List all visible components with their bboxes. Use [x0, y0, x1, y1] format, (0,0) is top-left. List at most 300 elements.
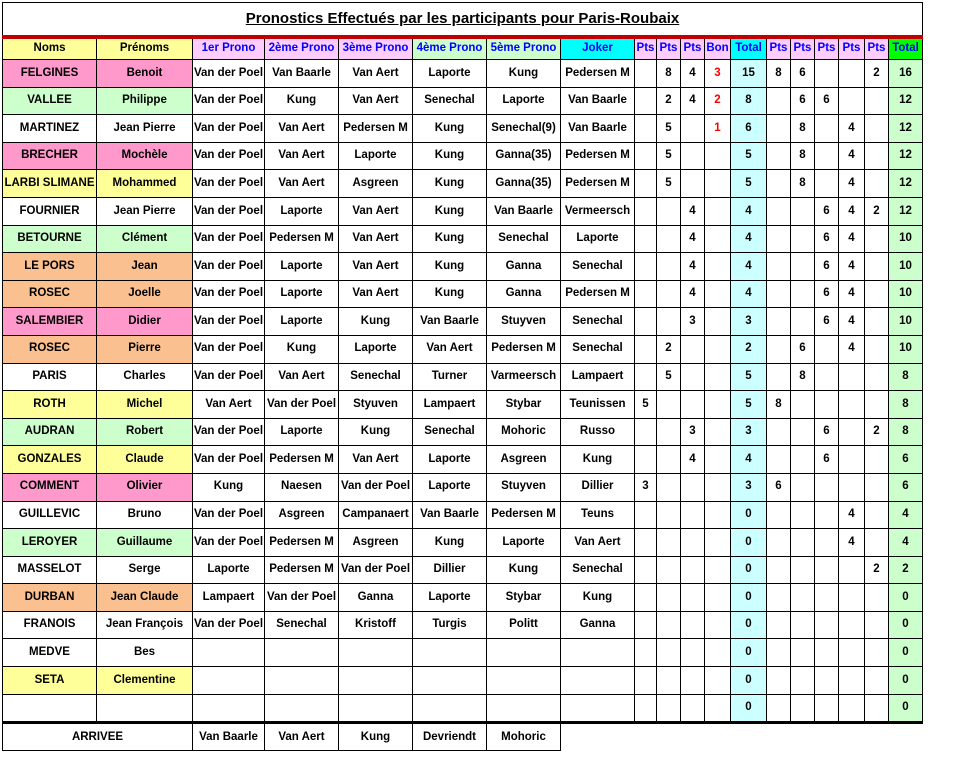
score-cell[interactable]: 6: [731, 115, 767, 143]
score-cell[interactable]: 5: [731, 142, 767, 170]
prono-cell[interactable]: Pedersen M: [487, 335, 561, 363]
score-cell[interactable]: [635, 639, 657, 667]
prono-cell[interactable]: Van Baarle: [265, 60, 339, 88]
score-cell[interactable]: 8: [791, 170, 815, 198]
prenom-cell[interactable]: Mohammed: [97, 170, 193, 198]
prenom-cell[interactable]: Benoit: [97, 60, 193, 88]
score-cell[interactable]: 10: [889, 253, 923, 281]
prono-cell[interactable]: Ganna(35): [487, 170, 561, 198]
score-cell[interactable]: 3: [731, 308, 767, 336]
prono-cell[interactable]: Van Aert: [339, 280, 413, 308]
score-cell[interactable]: [681, 473, 705, 501]
score-cell[interactable]: [767, 446, 791, 474]
prono-cell[interactable]: Teuns: [561, 501, 635, 529]
prono-cell[interactable]: Laporte: [339, 142, 413, 170]
prono-cell[interactable]: Dillier: [561, 473, 635, 501]
header-cell[interactable]: Pts: [791, 37, 815, 60]
score-cell[interactable]: [681, 529, 705, 557]
nom-cell[interactable]: LE PORS: [3, 253, 97, 281]
score-cell[interactable]: 4: [839, 501, 865, 529]
header-cell[interactable]: 1er Prono: [193, 37, 265, 60]
prono-cell[interactable]: Stuyven: [487, 473, 561, 501]
score-cell[interactable]: [635, 87, 657, 115]
score-cell[interactable]: [767, 197, 791, 225]
header-cell[interactable]: Pts: [839, 37, 865, 60]
score-cell[interactable]: [681, 556, 705, 584]
prono-cell[interactable]: [413, 667, 487, 695]
score-cell[interactable]: 8: [889, 391, 923, 419]
header-cell[interactable]: 4ème Prono: [413, 37, 487, 60]
score-cell[interactable]: [635, 253, 657, 281]
score-cell[interactable]: 1: [705, 115, 731, 143]
score-cell[interactable]: [767, 667, 791, 695]
prono-cell[interactable]: Van Aert: [339, 87, 413, 115]
prono-cell[interactable]: Kung: [487, 60, 561, 88]
score-cell[interactable]: [815, 335, 839, 363]
score-cell[interactable]: [839, 446, 865, 474]
prono-cell[interactable]: Laporte: [265, 308, 339, 336]
score-cell[interactable]: [865, 87, 889, 115]
prono-cell[interactable]: Pedersen M: [561, 280, 635, 308]
score-cell[interactable]: 8: [791, 363, 815, 391]
prono-cell[interactable]: Naesen: [265, 473, 339, 501]
prono-cell[interactable]: [193, 694, 265, 723]
score-cell[interactable]: 0: [731, 694, 767, 723]
prono-cell[interactable]: Stybar: [487, 391, 561, 419]
score-cell[interactable]: [705, 142, 731, 170]
score-cell[interactable]: 2: [865, 197, 889, 225]
score-cell[interactable]: [767, 529, 791, 557]
score-cell[interactable]: [767, 556, 791, 584]
score-cell[interactable]: 4: [839, 308, 865, 336]
prono-cell[interactable]: Laporte: [265, 418, 339, 446]
prenom-cell[interactable]: Robert: [97, 418, 193, 446]
prono-cell[interactable]: Laporte: [265, 280, 339, 308]
nom-cell[interactable]: LARBI SLIMANE: [3, 170, 97, 198]
score-cell[interactable]: [635, 584, 657, 612]
prono-cell[interactable]: Pedersen M: [265, 529, 339, 557]
score-cell[interactable]: 4: [839, 253, 865, 281]
score-cell[interactable]: [767, 115, 791, 143]
score-cell[interactable]: [767, 694, 791, 723]
prono-cell[interactable]: [413, 694, 487, 723]
score-cell[interactable]: [681, 142, 705, 170]
score-cell[interactable]: [681, 611, 705, 639]
prenom-cell[interactable]: Bruno: [97, 501, 193, 529]
prono-cell[interactable]: Pedersen M: [487, 501, 561, 529]
score-cell[interactable]: [705, 584, 731, 612]
score-cell[interactable]: [791, 473, 815, 501]
score-cell[interactable]: [705, 501, 731, 529]
score-cell[interactable]: 6: [815, 280, 839, 308]
score-cell[interactable]: [705, 529, 731, 557]
prono-cell[interactable]: [265, 694, 339, 723]
score-cell[interactable]: 0: [889, 584, 923, 612]
prono-cell[interactable]: [339, 694, 413, 723]
nom-cell[interactable]: COMMENT: [3, 473, 97, 501]
score-cell[interactable]: [865, 611, 889, 639]
prenom-cell[interactable]: Charles: [97, 363, 193, 391]
score-cell[interactable]: [865, 253, 889, 281]
score-cell[interactable]: [681, 363, 705, 391]
score-cell[interactable]: 6: [889, 446, 923, 474]
score-cell[interactable]: 3: [681, 308, 705, 336]
prono-cell[interactable]: Laporte: [487, 529, 561, 557]
prenom-cell[interactable]: Didier: [97, 308, 193, 336]
prono-cell[interactable]: Campanaert: [339, 501, 413, 529]
prono-cell[interactable]: Asgreen: [339, 529, 413, 557]
score-cell[interactable]: [681, 335, 705, 363]
score-cell[interactable]: [657, 529, 681, 557]
score-cell[interactable]: 2: [865, 418, 889, 446]
score-cell[interactable]: [705, 639, 731, 667]
header-cell[interactable]: Pts: [865, 37, 889, 60]
score-cell[interactable]: [865, 584, 889, 612]
score-cell[interactable]: [657, 280, 681, 308]
prono-cell[interactable]: Ganna: [487, 253, 561, 281]
prono-cell[interactable]: Senechal: [561, 308, 635, 336]
score-cell[interactable]: 8: [791, 142, 815, 170]
header-cell[interactable]: Prénoms: [97, 37, 193, 60]
score-cell[interactable]: [657, 473, 681, 501]
prono-cell[interactable]: Van der Poel: [265, 584, 339, 612]
prono-cell[interactable]: Kung: [339, 308, 413, 336]
prono-cell[interactable]: Pedersen M: [561, 60, 635, 88]
score-cell[interactable]: [635, 529, 657, 557]
score-cell[interactable]: [705, 391, 731, 419]
score-cell[interactable]: 12: [889, 197, 923, 225]
score-cell[interactable]: 5: [731, 391, 767, 419]
score-cell[interactable]: 3: [705, 60, 731, 88]
score-cell[interactable]: [815, 611, 839, 639]
prono-cell[interactable]: Kung: [561, 446, 635, 474]
score-cell[interactable]: [815, 170, 839, 198]
score-cell[interactable]: 3: [635, 473, 657, 501]
header-cell[interactable]: 5ème Prono: [487, 37, 561, 60]
score-cell[interactable]: [767, 335, 791, 363]
score-cell[interactable]: [839, 473, 865, 501]
prono-cell[interactable]: Kung: [339, 418, 413, 446]
score-cell[interactable]: [657, 446, 681, 474]
score-cell[interactable]: [767, 308, 791, 336]
prono-cell[interactable]: Van der Poel: [193, 446, 265, 474]
score-cell[interactable]: [839, 611, 865, 639]
score-cell[interactable]: 0: [731, 501, 767, 529]
prono-cell[interactable]: Van der Poel: [339, 556, 413, 584]
prono-cell[interactable]: Asgreen: [265, 501, 339, 529]
prono-cell[interactable]: Kung: [413, 253, 487, 281]
arrivee-result-cell[interactable]: Kung: [339, 723, 413, 751]
score-cell[interactable]: 6: [815, 87, 839, 115]
prono-cell[interactable]: Stuyven: [487, 308, 561, 336]
score-cell[interactable]: [865, 280, 889, 308]
score-cell[interactable]: 0: [731, 639, 767, 667]
header-cell[interactable]: Joker: [561, 37, 635, 60]
prono-cell[interactable]: Lampaert: [193, 584, 265, 612]
score-cell[interactable]: [791, 391, 815, 419]
score-cell[interactable]: 6: [815, 418, 839, 446]
header-cell[interactable]: Pts: [681, 37, 705, 60]
prono-cell[interactable]: [487, 694, 561, 723]
score-cell[interactable]: 5: [657, 363, 681, 391]
score-cell[interactable]: [839, 556, 865, 584]
score-cell[interactable]: 4: [731, 197, 767, 225]
prenom-cell[interactable]: [97, 694, 193, 723]
score-cell[interactable]: 2: [705, 87, 731, 115]
nom-cell[interactable]: MASSELOT: [3, 556, 97, 584]
score-cell[interactable]: 8: [889, 363, 923, 391]
score-cell[interactable]: 16: [889, 60, 923, 88]
prono-cell[interactable]: Pedersen M: [339, 115, 413, 143]
score-cell[interactable]: 2: [889, 556, 923, 584]
header-cell[interactable]: Pts: [635, 37, 657, 60]
score-cell[interactable]: [815, 501, 839, 529]
score-cell[interactable]: 6: [791, 87, 815, 115]
header-cell[interactable]: Pts: [767, 37, 791, 60]
prono-cell[interactable]: [561, 639, 635, 667]
prono-cell[interactable]: Kung: [413, 170, 487, 198]
prono-cell[interactable]: Kung: [413, 115, 487, 143]
prenom-cell[interactable]: Clément: [97, 225, 193, 253]
score-cell[interactable]: [635, 197, 657, 225]
nom-cell[interactable]: MARTINEZ: [3, 115, 97, 143]
score-cell[interactable]: [657, 391, 681, 419]
score-cell[interactable]: 5: [731, 363, 767, 391]
score-cell[interactable]: [839, 391, 865, 419]
score-cell[interactable]: 4: [839, 142, 865, 170]
prono-cell[interactable]: Turner: [413, 363, 487, 391]
score-cell[interactable]: [865, 308, 889, 336]
score-cell[interactable]: [815, 142, 839, 170]
score-cell[interactable]: [705, 253, 731, 281]
score-cell[interactable]: 6: [889, 473, 923, 501]
score-cell[interactable]: [681, 694, 705, 723]
score-cell[interactable]: [791, 446, 815, 474]
prono-cell[interactable]: [487, 639, 561, 667]
header-cell[interactable]: Total: [889, 37, 923, 60]
score-cell[interactable]: [705, 556, 731, 584]
score-cell[interactable]: 2: [865, 60, 889, 88]
prono-cell[interactable]: Van der Poel: [193, 115, 265, 143]
score-cell[interactable]: 0: [731, 556, 767, 584]
score-cell[interactable]: [767, 225, 791, 253]
prenom-cell[interactable]: Jean: [97, 253, 193, 281]
prenom-cell[interactable]: Clementine: [97, 667, 193, 695]
prenom-cell[interactable]: Philippe: [97, 87, 193, 115]
score-cell[interactable]: 8: [767, 391, 791, 419]
prono-cell[interactable]: Kung: [413, 280, 487, 308]
score-cell[interactable]: 4: [839, 529, 865, 557]
header-cell[interactable]: Total: [731, 37, 767, 60]
score-cell[interactable]: 8: [657, 60, 681, 88]
score-cell[interactable]: 6: [815, 225, 839, 253]
prono-cell[interactable]: Van Aert: [265, 363, 339, 391]
header-cell[interactable]: Noms: [3, 37, 97, 60]
score-cell[interactable]: 4: [681, 197, 705, 225]
prono-cell[interactable]: Pedersen M: [265, 225, 339, 253]
prono-cell[interactable]: Senechal: [265, 611, 339, 639]
score-cell[interactable]: [839, 667, 865, 695]
prono-cell[interactable]: Kung: [413, 142, 487, 170]
prono-cell[interactable]: [561, 667, 635, 695]
score-cell[interactable]: [791, 529, 815, 557]
header-cell[interactable]: Pts: [815, 37, 839, 60]
score-cell[interactable]: [635, 418, 657, 446]
prono-cell[interactable]: Van Aert: [265, 115, 339, 143]
prono-cell[interactable]: Van Aert: [339, 197, 413, 225]
prono-cell[interactable]: Stybar: [487, 584, 561, 612]
score-cell[interactable]: [767, 418, 791, 446]
score-cell[interactable]: [865, 170, 889, 198]
score-cell[interactable]: 4: [839, 335, 865, 363]
prono-cell[interactable]: Senechal: [413, 87, 487, 115]
score-cell[interactable]: 6: [815, 446, 839, 474]
prono-cell[interactable]: Laporte: [413, 60, 487, 88]
prenom-cell[interactable]: Guillaume: [97, 529, 193, 557]
arrivee-result-cell[interactable]: Van Aert: [265, 723, 339, 751]
score-cell[interactable]: 4: [731, 280, 767, 308]
score-cell[interactable]: 12: [889, 87, 923, 115]
prono-cell[interactable]: Politt: [487, 611, 561, 639]
prono-cell[interactable]: Laporte: [265, 197, 339, 225]
score-cell[interactable]: [791, 253, 815, 281]
score-cell[interactable]: [815, 115, 839, 143]
score-cell[interactable]: [865, 142, 889, 170]
score-cell[interactable]: 0: [731, 529, 767, 557]
score-cell[interactable]: 4: [681, 60, 705, 88]
prono-cell[interactable]: Asgreen: [339, 170, 413, 198]
score-cell[interactable]: [839, 418, 865, 446]
prono-cell[interactable]: Senechal: [561, 335, 635, 363]
score-cell[interactable]: [815, 694, 839, 723]
score-cell[interactable]: 4: [731, 253, 767, 281]
score-cell[interactable]: 6: [815, 253, 839, 281]
prono-cell[interactable]: Varmeersch: [487, 363, 561, 391]
prono-cell[interactable]: Pedersen M: [265, 446, 339, 474]
score-cell[interactable]: [705, 308, 731, 336]
arrivee-label[interactable]: ARRIVEE: [3, 723, 193, 751]
prono-cell[interactable]: Van der Poel: [193, 335, 265, 363]
prono-cell[interactable]: Van Baarle: [487, 197, 561, 225]
arrivee-result-cell[interactable]: Mohoric: [487, 723, 561, 751]
prono-cell[interactable]: Kung: [561, 584, 635, 612]
nom-cell[interactable]: FELGINES: [3, 60, 97, 88]
score-cell[interactable]: 4: [839, 280, 865, 308]
prono-cell[interactable]: Van Aert: [339, 225, 413, 253]
score-cell[interactable]: [635, 556, 657, 584]
prono-cell[interactable]: Senechal(9): [487, 115, 561, 143]
prono-cell[interactable]: Senechal: [339, 363, 413, 391]
score-cell[interactable]: 10: [889, 308, 923, 336]
nom-cell[interactable]: ROTH: [3, 391, 97, 419]
score-cell[interactable]: [705, 667, 731, 695]
score-cell[interactable]: [635, 335, 657, 363]
prono-cell[interactable]: Ganna: [487, 280, 561, 308]
score-cell[interactable]: [865, 501, 889, 529]
prono-cell[interactable]: Lampaert: [561, 363, 635, 391]
prono-cell[interactable]: Van Baarle: [561, 115, 635, 143]
prono-cell[interactable]: Van der Poel: [265, 391, 339, 419]
prono-cell[interactable]: Van Aert: [339, 60, 413, 88]
prono-cell[interactable]: [193, 667, 265, 695]
nom-cell[interactable]: SETA: [3, 667, 97, 695]
prono-cell[interactable]: Russo: [561, 418, 635, 446]
score-cell[interactable]: [657, 556, 681, 584]
prono-cell[interactable]: [265, 639, 339, 667]
score-cell[interactable]: [791, 418, 815, 446]
score-cell[interactable]: [635, 446, 657, 474]
score-cell[interactable]: 15: [731, 60, 767, 88]
score-cell[interactable]: 6: [791, 335, 815, 363]
score-cell[interactable]: 8: [767, 60, 791, 88]
score-cell[interactable]: [815, 363, 839, 391]
score-cell[interactable]: 2: [657, 87, 681, 115]
nom-cell[interactable]: DURBAN: [3, 584, 97, 612]
prono-cell[interactable]: [265, 667, 339, 695]
prenom-cell[interactable]: Serge: [97, 556, 193, 584]
nom-cell[interactable]: GONZALES: [3, 446, 97, 474]
prono-cell[interactable]: Mohoric: [487, 418, 561, 446]
prono-cell[interactable]: Senechal: [413, 418, 487, 446]
score-cell[interactable]: [635, 611, 657, 639]
score-cell[interactable]: 2: [865, 556, 889, 584]
score-cell[interactable]: [657, 584, 681, 612]
score-cell[interactable]: 10: [889, 335, 923, 363]
prono-cell[interactable]: Van der Poel: [193, 87, 265, 115]
score-cell[interactable]: 0: [731, 584, 767, 612]
score-cell[interactable]: 3: [681, 418, 705, 446]
prono-cell[interactable]: Kung: [265, 87, 339, 115]
score-cell[interactable]: 8: [731, 87, 767, 115]
score-cell[interactable]: [705, 280, 731, 308]
score-cell[interactable]: [791, 639, 815, 667]
score-cell[interactable]: [705, 335, 731, 363]
nom-cell[interactable]: MEDVE: [3, 639, 97, 667]
prono-cell[interactable]: Van der Poel: [193, 308, 265, 336]
nom-cell[interactable]: LEROYER: [3, 529, 97, 557]
prono-cell[interactable]: Van der Poel: [193, 142, 265, 170]
score-cell[interactable]: [865, 335, 889, 363]
nom-cell[interactable]: FRANOIS: [3, 611, 97, 639]
score-cell[interactable]: [657, 418, 681, 446]
score-cell[interactable]: [839, 694, 865, 723]
prono-cell[interactable]: Van der Poel: [193, 363, 265, 391]
prenom-cell[interactable]: Joelle: [97, 280, 193, 308]
score-cell[interactable]: [657, 667, 681, 695]
score-cell[interactable]: [815, 667, 839, 695]
score-cell[interactable]: 0: [889, 639, 923, 667]
prono-cell[interactable]: Dillier: [413, 556, 487, 584]
score-cell[interactable]: [865, 667, 889, 695]
score-cell[interactable]: [865, 363, 889, 391]
score-cell[interactable]: [815, 556, 839, 584]
score-cell[interactable]: 0: [889, 667, 923, 695]
score-cell[interactable]: [635, 280, 657, 308]
score-cell[interactable]: [635, 363, 657, 391]
prono-cell[interactable]: Senechal: [487, 225, 561, 253]
header-cell[interactable]: 3ème Prono: [339, 37, 413, 60]
score-cell[interactable]: [635, 60, 657, 88]
prono-cell[interactable]: Teunissen: [561, 391, 635, 419]
score-cell[interactable]: 8: [889, 418, 923, 446]
score-cell[interactable]: 8: [791, 115, 815, 143]
score-cell[interactable]: [635, 667, 657, 695]
prono-cell[interactable]: Kung: [487, 556, 561, 584]
score-cell[interactable]: [767, 501, 791, 529]
nom-cell[interactable]: VALLEE: [3, 87, 97, 115]
score-cell[interactable]: [815, 473, 839, 501]
header-cell[interactable]: Pts: [657, 37, 681, 60]
